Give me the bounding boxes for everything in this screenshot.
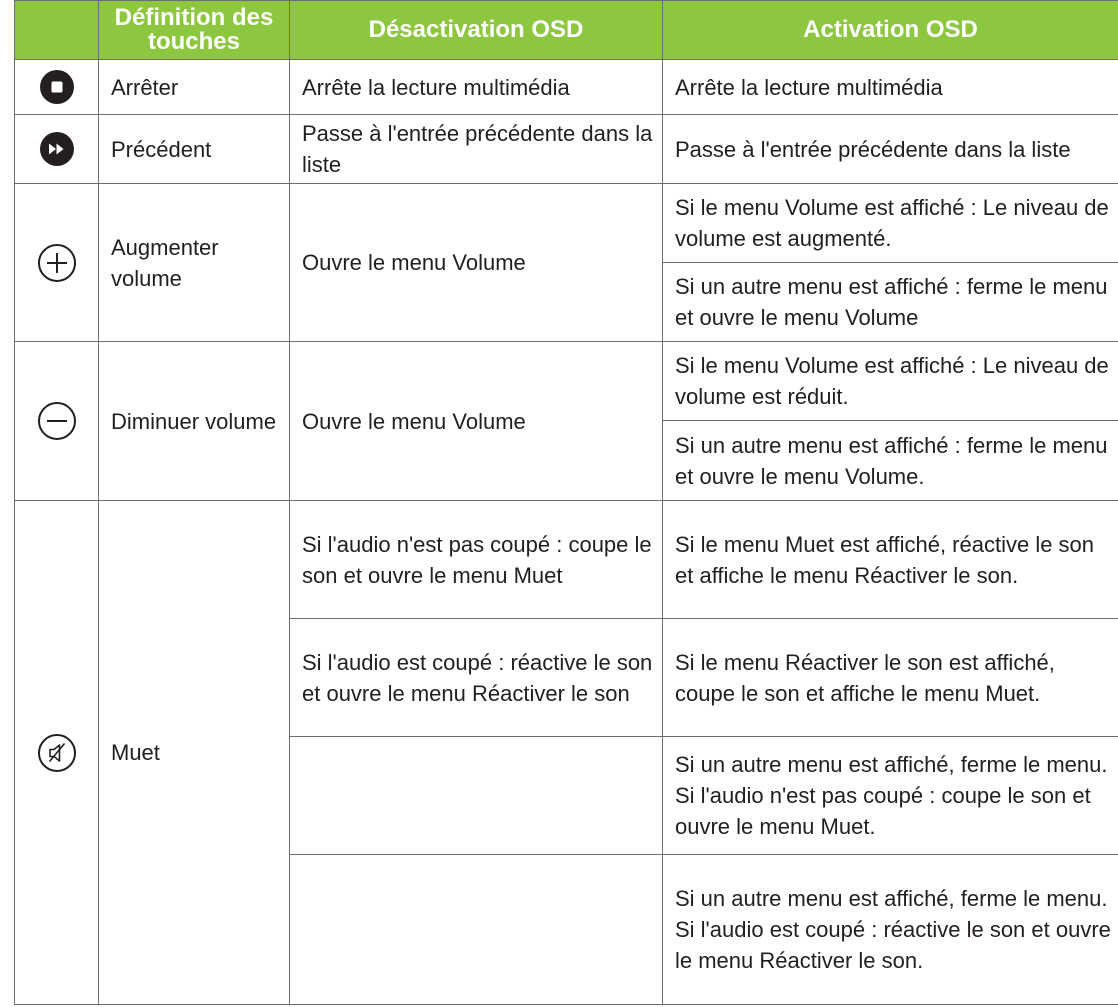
table-row: [15, 342, 1118, 421]
header-osd-on: Activation OSD: [663, 1, 1118, 60]
stop-icon: [40, 70, 74, 104]
header-osd-off: Désactivation OSD: [290, 1, 663, 60]
osd-on-mute-3: Si un autre menu est affiché, ferme le menu. Si l'audio n'est pas coupé : coupe le son et ouvre le menu Muet.: [663, 737, 1118, 855]
key-name-mute: Muet: [99, 501, 290, 1005]
osd-off-mute-4-empty: [290, 855, 663, 1005]
key-name-previous: Précédent: [99, 115, 290, 184]
osd-off-previous: Passe à l'entrée précédente dans la liste: [290, 115, 663, 184]
mute-speaker-icon: [37, 733, 77, 773]
osd-off-mute-1: Si l'audio n'est pas coupé : coupe le son et ouvre le menu Muet: [290, 501, 663, 619]
osd-off-vol-up: Ouvre le menu Volume: [290, 184, 663, 342]
previous-icon-cell: [15, 115, 99, 184]
osd-on-mute-2: Si le menu Réactiver le son est affiché, coupe le son et affiche le menu Muet.: [663, 619, 1118, 737]
plus-circle-icon: [37, 243, 77, 283]
osd-off-mute-2: Si l'audio est coupé : réactive le son et ouvre le menu Réactiver le son: [290, 619, 663, 737]
table-row: [15, 115, 1118, 184]
osd-off-vol-down: Ouvre le menu Volume: [290, 342, 663, 501]
vol-up-icon-cell: [15, 184, 99, 342]
mute-icon-cell: [15, 501, 99, 1005]
osd-on-mute-1: Si le menu Muet est affiché, réactive le son et affiche le menu Réactiver le son.: [663, 501, 1118, 619]
osd-on-vol-up-1: Si le menu Volume est affiché : Le niveau de volume est augmenté.: [663, 184, 1118, 263]
fast-forward-icon: [40, 132, 74, 166]
key-definition-table: [14, 0, 1118, 1005]
osd-on-mute-4: Si un autre menu est affiché, ferme le menu. Si l'audio est coupé : réactive le son et ouvre le menu Réactiver le son.: [663, 855, 1118, 1005]
header-icon-cell: [15, 1, 99, 60]
key-name-vol-down: Diminuer volume: [99, 342, 290, 501]
vol-down-icon-cell: [15, 342, 99, 501]
osd-off-mute-3-empty: [290, 737, 663, 855]
stop-icon-cell: [15, 60, 99, 115]
table-row: [15, 60, 1118, 115]
osd-on-previous: Passe à l'entrée précédente dans la liste: [663, 115, 1118, 184]
key-name-vol-up: Augmenter volume: [99, 184, 290, 342]
osd-on-vol-up-2: Si un autre menu est affiché : ferme le menu et ouvre le menu Volume: [663, 263, 1118, 342]
header-definition: Définition des touches: [99, 1, 290, 60]
table-row: [15, 184, 1118, 263]
osd-on-stop: Arrête la lecture multimédia: [663, 60, 1118, 115]
osd-on-vol-down-2: Si un autre menu est affiché : ferme le menu et ouvre le menu Volume.: [663, 421, 1118, 501]
minus-circle-icon: [37, 401, 77, 441]
osd-on-vol-down-1: Si le menu Volume est affiché : Le niveau de volume est réduit.: [663, 342, 1118, 421]
key-name-stop: Arrêter: [99, 60, 290, 115]
table-header-row: [15, 1, 1118, 60]
osd-off-stop: Arrête la lecture multimédia: [290, 60, 663, 115]
table-row: [15, 501, 1118, 619]
